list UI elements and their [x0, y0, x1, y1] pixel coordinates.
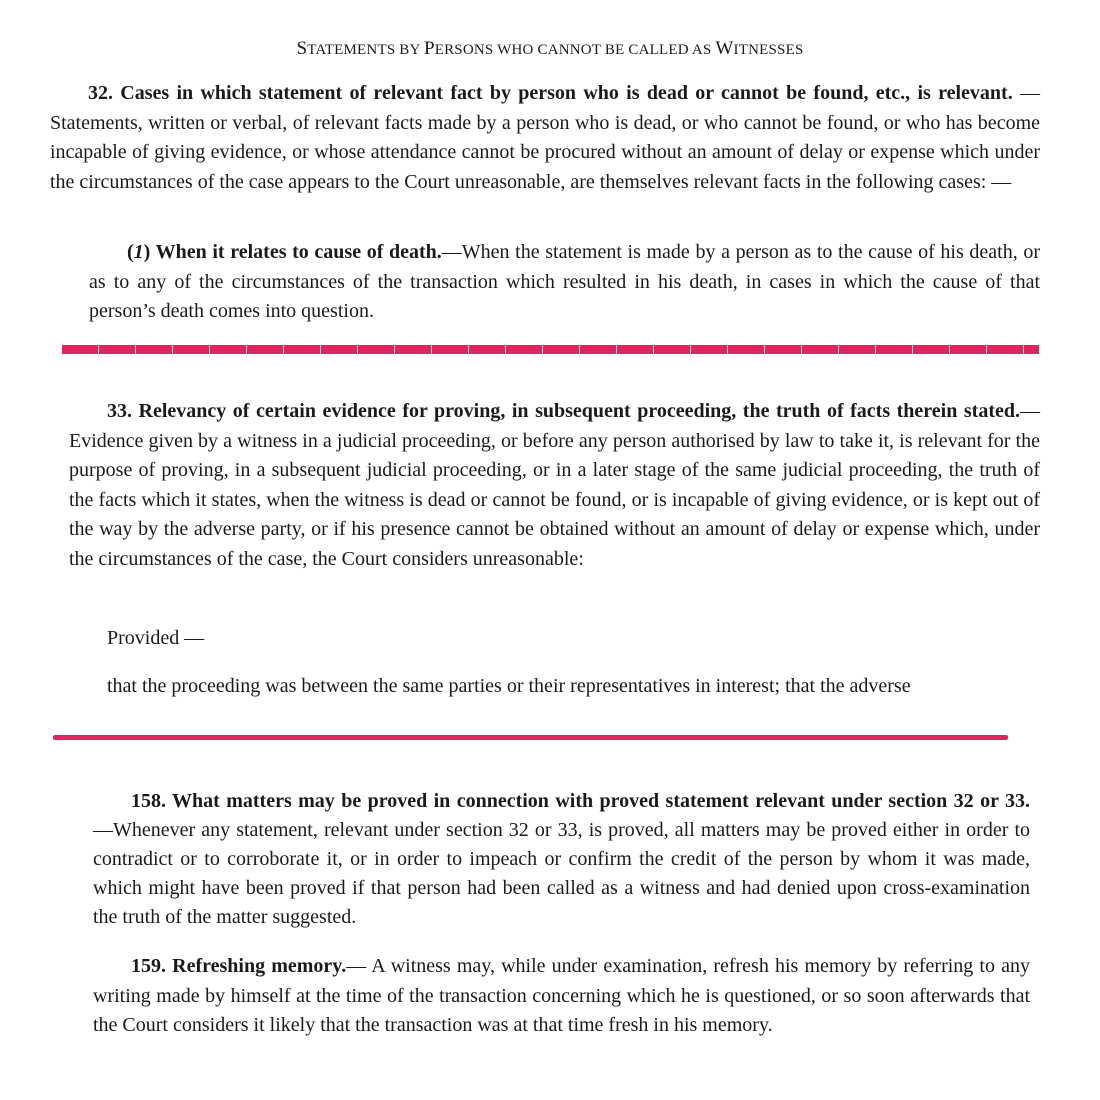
heading-cap-p: P	[423, 38, 435, 59]
chapter-heading	[0, 38, 1100, 60]
clause-1-title: When it relates to cause of death.	[150, 241, 442, 263]
clause-1-body: —When the statement is made by a person as to the cause of his death, or as to any of the circumstances of the transaction which resulted in his death, in cases in which the cause of that person’s death comes into question.	[89, 241, 1040, 322]
clause-close-paren: )	[143, 241, 151, 263]
section-32	[50, 79, 1040, 197]
section-33-title: 33. Relevancy of certain evidence for proving, in subsequent proceeding, the truth of facts therein stated.	[107, 400, 1020, 422]
section-32-title: 32. Cases in which statement of relevant fact by person who is dead or cannot be found, etc., is relevant.	[88, 82, 1013, 104]
heading-text-3: ITNESSES	[733, 42, 804, 58]
section-33-proviso: Provided —	[107, 627, 205, 649]
heading-text-2: ERSONS WHO CANNOT BE CALLED AS	[434, 42, 716, 58]
highlight-divider-bottom	[53, 735, 1008, 740]
clause-number: 1	[133, 241, 144, 263]
section-33	[69, 397, 1040, 574]
section-33-continuation: that the proceeding was between the same parties or their representatives in interest; that the adverse	[107, 675, 911, 697]
section-158	[93, 787, 1030, 932]
clause-open-paren: (	[127, 241, 134, 263]
section-33-body: —Evidence given by a witness in a judicial proceeding, or before any person authorised by law to take it, is relevant for the purpose of proving, in a subsequent judicial proceeding, or in a later stage of the same judicial proceeding, the truth of the facts which it states, when the witness is dead or cannot be found, or is incapable of giving evidence, or is kept out of the way by the adverse party, or if his presence cannot be obtained without an amount of delay or expense which, under the circumstances of the case, the Court considers unreasonable:	[69, 400, 1040, 570]
section-32-body: — Statements, written or verbal, of relevant facts made by a person who is dead, or who cannot be found, or who has become incapable of giving evidence, or whose attendance cannot be procured without an amount of delay or expense which under the circumstances of the case appears to the Court unreasonable, are themselves relevant facts in the following cases: —	[50, 82, 1040, 193]
highlight-divider-top	[62, 345, 1039, 354]
section-159	[93, 952, 1030, 1041]
section-159-title: 159. Refreshing memory.	[131, 955, 347, 977]
section-158-body: —Whenever any statement, relevant under section 32 or 33, is proved, all matters may be proved either in order to contradict or to corroborate it, or in order to impeach or confirm the credit of the person by whom it was made, which might have been proved if that person had been called as a witness and had denied upon cross-examination the truth of the matter suggested.	[93, 819, 1030, 928]
heading-cap-w: W	[715, 38, 734, 59]
heading-cap-s: S	[296, 38, 308, 59]
section-159-body: — A witness may, while under examination, refresh his memory by referring to any writing made by himself at the time of the transaction concerning which he is questioned, or so soon afterwards that the Court considers it likely that the transaction was at that time fresh in his memory.	[93, 955, 1031, 1036]
section-32-clause-1	[89, 238, 1040, 327]
heading-text-1: TATEMENTS BY	[307, 42, 424, 58]
section-158-title: 158. What matters may be proved in connection with proved statement relevant under section 32 or 33.	[131, 790, 1030, 812]
